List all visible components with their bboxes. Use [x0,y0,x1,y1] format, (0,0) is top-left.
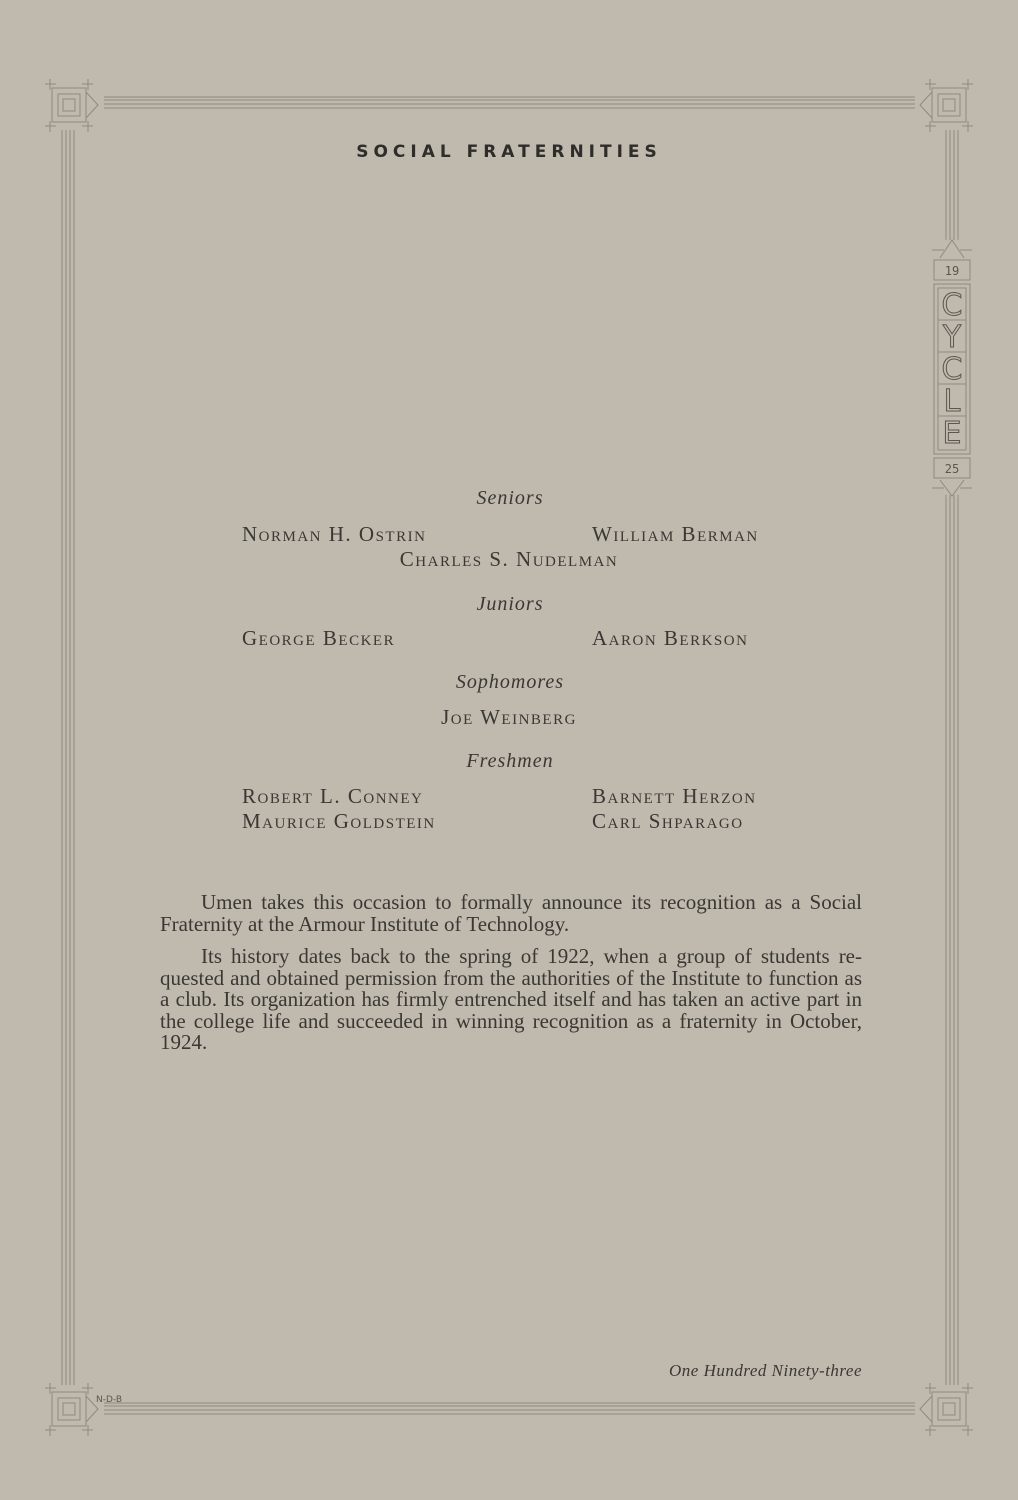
member-name: Barnett Herzon [592,784,757,808]
member-name: Joe Weinberg [441,705,577,729]
year-bottom: 25 [944,462,960,476]
member-name: William Berman [592,522,759,546]
corner-ornament-bottom-left [45,1383,98,1436]
sophomores-heading: Sophomores [455,671,565,693]
corner-ornament-bottom-right [920,1383,973,1436]
page-number: One Hundred Ninety-three [669,1361,862,1380]
page-title: SOCIAL FRATERNITIES [356,142,662,162]
member-name: Robert L. Conney [242,784,424,808]
member-name: Charles S. Nudelman [399,547,619,571]
artist-monogram: N-D-B [96,1395,123,1405]
cycle-letter-5: E [942,416,962,451]
cycle-letter-4: L [943,384,961,419]
year-top: 19 [944,264,960,278]
cycle-letter-2: Y [942,320,962,355]
freshmen-heading: Freshmen [466,750,554,772]
paragraph-history: Its history dates back to the spring of 1922, when a group of students re-quested and obtained permission from the authorities of the Institute to function as a club. Its organization has firmly entrenched itself and has taken an active part in the college life and succeeded in winning recognition as a fraternity in October, 1924. [160,944,862,1054]
member-name: George Becker [242,626,396,650]
seniors-heading: Seniors [476,487,544,509]
corner-ornament-top-left [45,79,98,132]
member-name: Norman H. Ostrin [242,522,427,546]
corner-ornament-top-right [920,79,973,132]
member-name: Aaron Berkson [592,626,749,650]
member-name: Carl Shparago [592,809,744,833]
paragraph-announcement: Umen takes this occasion to formally announce its recognition as a Social Fraternity at the Armour Institute of Technology. [160,890,862,936]
cycle-letter-3: C [941,352,963,387]
cycle-letter-1: C [941,288,963,323]
member-name: Maurice Goldstein [242,809,436,833]
juniors-heading: Juniors [476,593,544,615]
